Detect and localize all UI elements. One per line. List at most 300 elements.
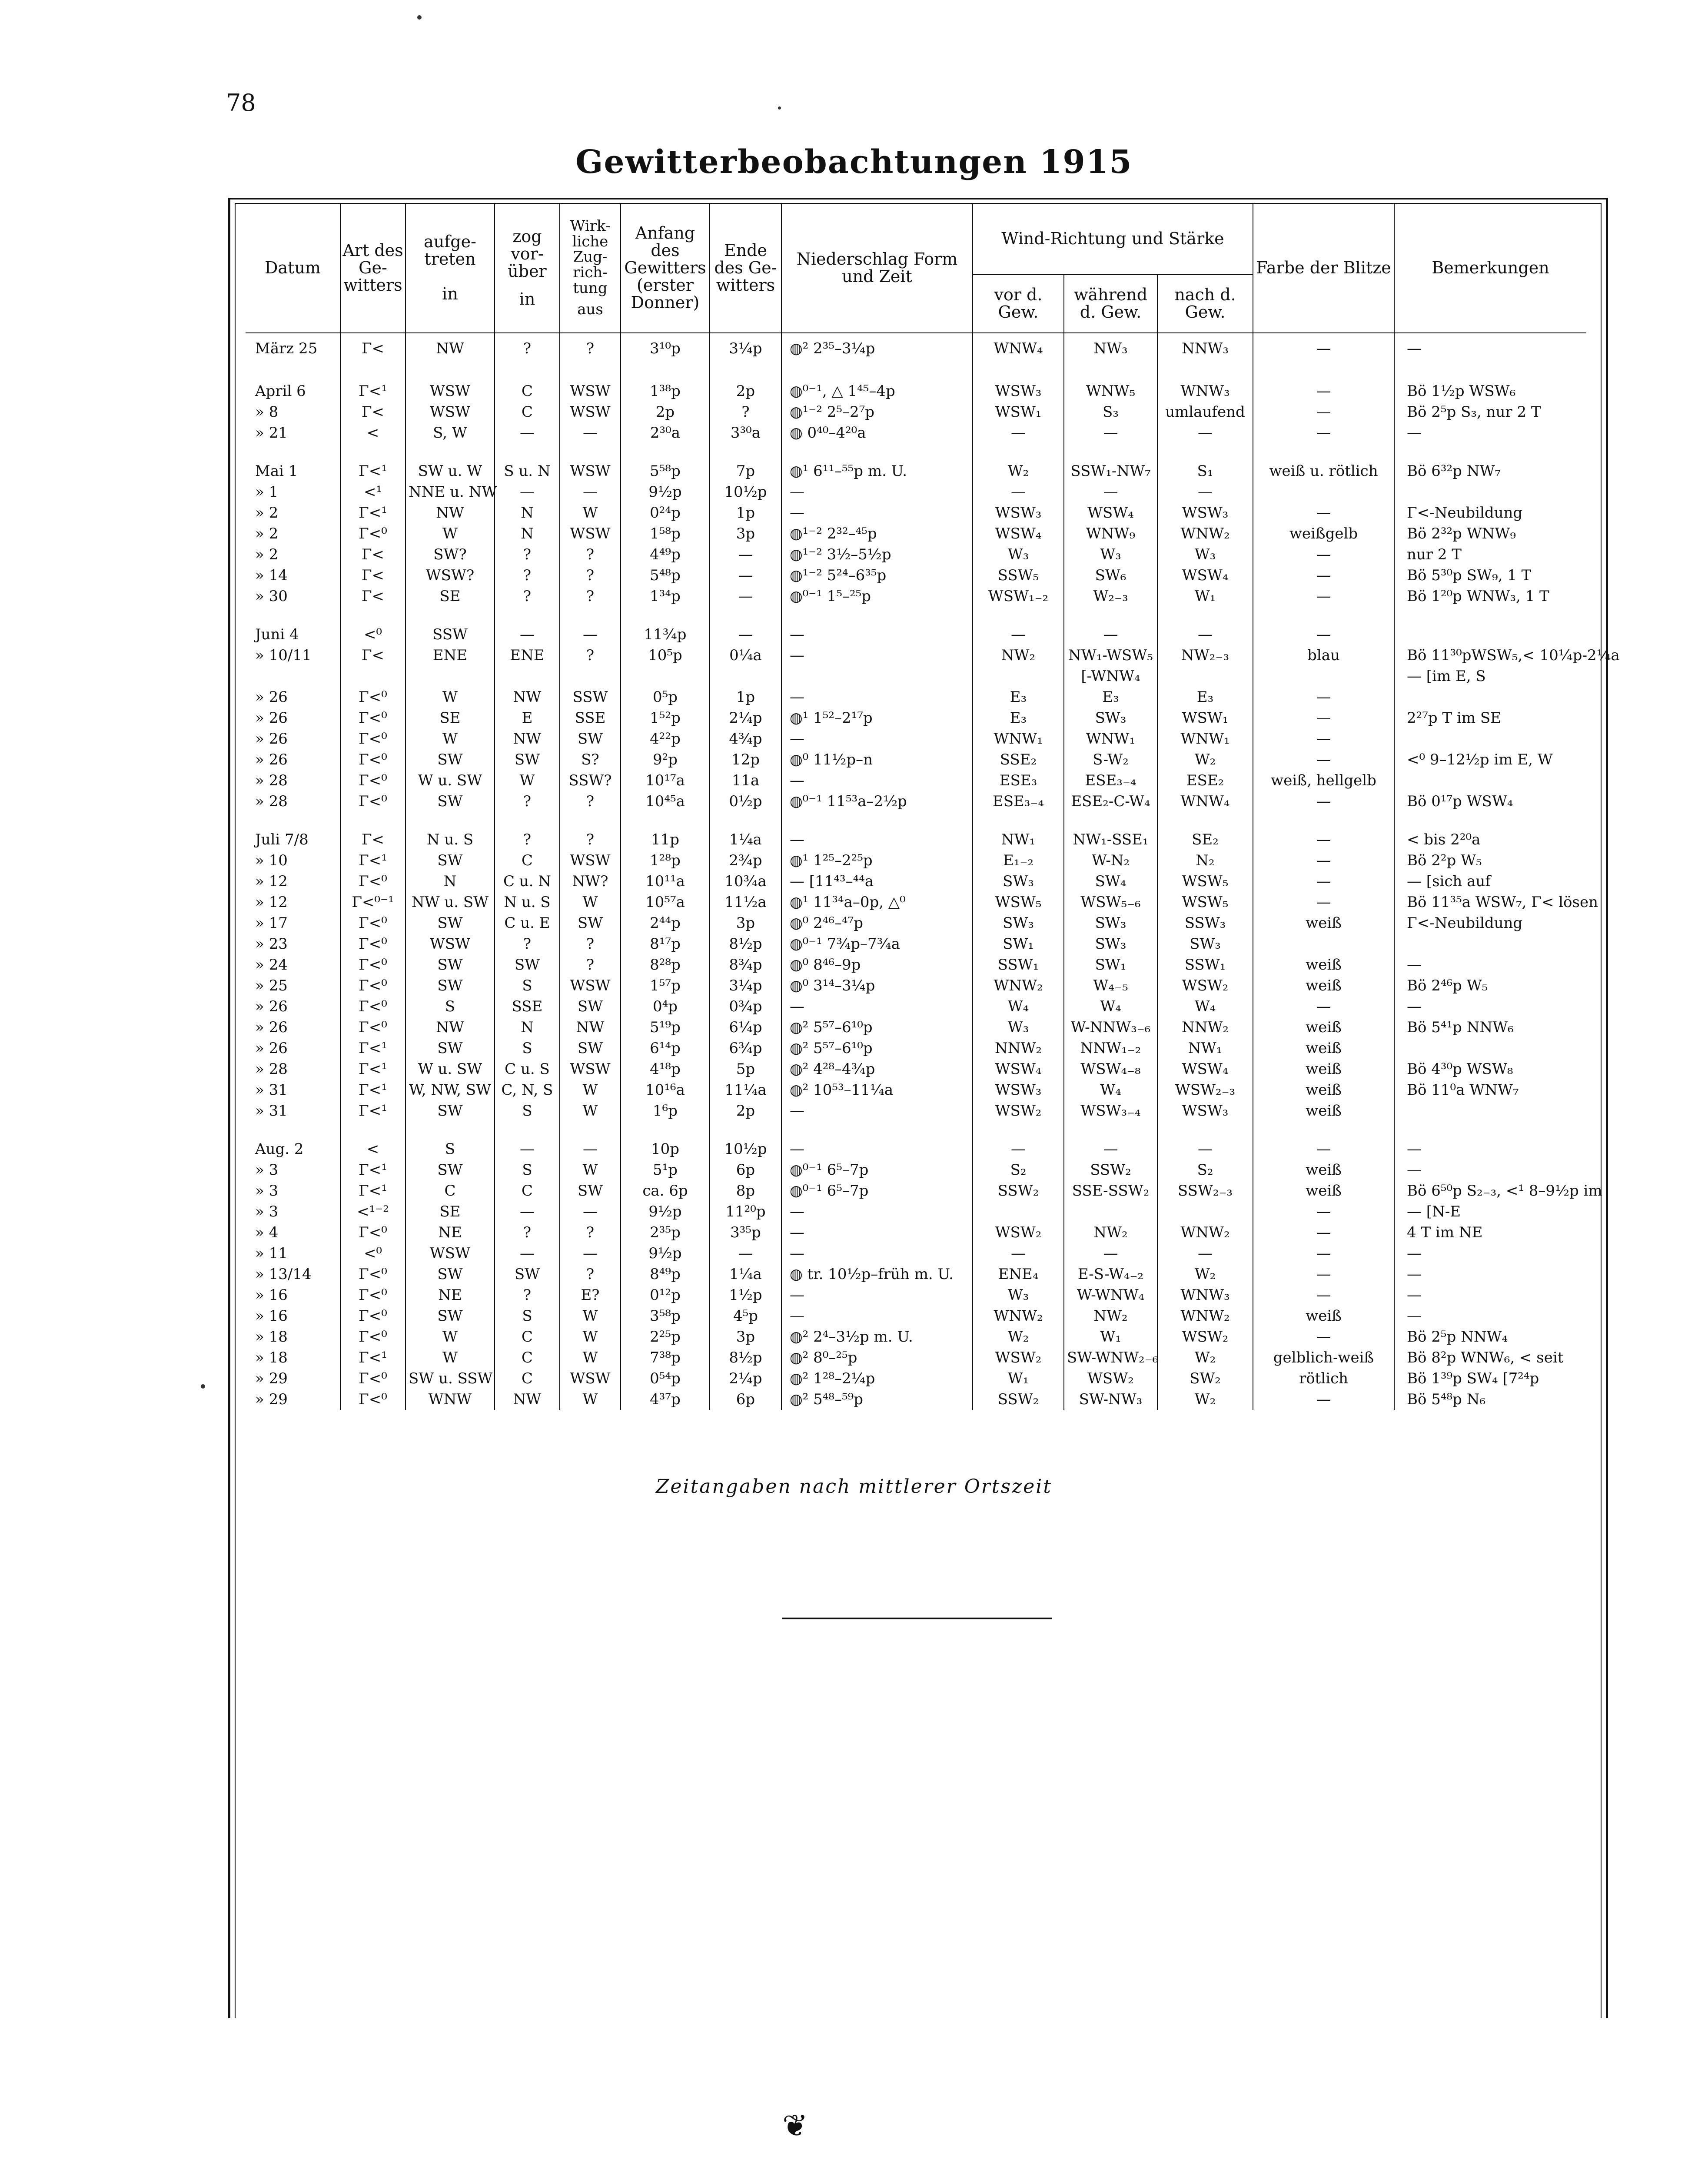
cell-datum: » 26 [246, 728, 340, 749]
cell-anfang: 0¹²p [621, 1285, 710, 1306]
cell-wind-vor: ESE₃ [973, 770, 1064, 791]
table-row [246, 624, 1586, 645]
cell-zugrichtung: ? [560, 934, 621, 954]
cell-datum: » 18 [246, 1326, 340, 1347]
cell-datum: » 2 [246, 502, 340, 523]
cell-wind-nach: S₁ [1157, 461, 1253, 482]
cell-wind-waehrend: NNW₁₋₂ [1064, 1038, 1157, 1059]
cell-anfang: 0⁴p [621, 996, 710, 1017]
cell-bemerkungen: Bö 6³²p NW₇ [1407, 462, 1501, 480]
cell-farbe: — [1253, 544, 1394, 565]
cell-zog [495, 607, 560, 624]
closing-rule [782, 1618, 1052, 1619]
cell-bemerkungen: Bö 1½p WSW₆ [1407, 382, 1516, 400]
cell-niederschlag: — [781, 1139, 973, 1160]
cell-art: Γ<⁰⁻¹ [340, 892, 405, 913]
cell-zugrichtung: ? [560, 1222, 621, 1243]
cell-datum: » 18 [246, 1347, 340, 1368]
cell-anfang: 11¾p [621, 624, 710, 645]
cell-art: Γ<¹ [340, 1080, 405, 1100]
cell-art: Γ<⁰ [340, 1285, 405, 1306]
cell-farbe: — [1253, 333, 1394, 363]
cell-wind-waehrend: WSW₅₋₆ [1064, 892, 1157, 913]
cell-bemerkungen: — [1407, 1286, 1422, 1304]
cell-farbe: weiß [1253, 1160, 1394, 1180]
cell-ende: 3³⁵p [710, 1222, 781, 1243]
cell-datum: » 26 [246, 749, 340, 770]
cell-wind-vor: W₃ [973, 1285, 1064, 1306]
cell-aufgetreten: W [405, 1347, 495, 1368]
cell-niederschlag: ◍⁰ 2⁴⁶–⁴⁷p [781, 913, 973, 934]
cell-niederschlag: ◍⁰⁻¹, △ 1⁴⁵–4p [781, 381, 973, 402]
cell-wind-vor: WSW₁₋₂ [973, 586, 1064, 607]
cell-zugrichtung [560, 812, 621, 829]
cell-anfang [621, 812, 710, 829]
cell-farbe: — [1253, 1326, 1394, 1347]
cell-art: Γ<⁰ [340, 954, 405, 975]
cell-zugrichtung: WSW [560, 1368, 621, 1389]
cell-anfang: 10⁵p [621, 645, 710, 666]
cell-farbe: — [1253, 381, 1394, 402]
cell-wind-nach: WSW₃ [1157, 502, 1253, 523]
cell-datum [246, 812, 340, 829]
cell-zugrichtung [560, 666, 621, 687]
cell-anfang: 3¹⁰p [621, 333, 710, 363]
cell-wind-nach: WSW₁ [1157, 708, 1253, 728]
cell-bemerkungen [1394, 607, 1586, 624]
cell-ende: 2¾p [710, 850, 781, 871]
cell-datum: » 26 [246, 1038, 340, 1059]
cell-aufgetreten: SW [405, 1306, 495, 1326]
cell-aufgetreten [405, 1121, 495, 1139]
cell-farbe: — [1253, 565, 1394, 586]
cell-farbe: weiß [1253, 975, 1394, 996]
cell-niederschlag: ◍¹⁻² 2³²–⁴⁵p [781, 523, 973, 544]
cell-zugrichtung: SW [560, 1180, 621, 1201]
cell-zog: SSE [495, 996, 560, 1017]
cell-zugrichtung: SW [560, 728, 621, 749]
cell-wind-waehrend: ESE₃₋₄ [1064, 770, 1157, 791]
cell-farbe [1253, 443, 1394, 461]
cell-wind-nach: — [1157, 1243, 1253, 1264]
cell-wind-vor: ESE₃₋₄ [973, 791, 1064, 812]
cell-zugrichtung: WSW [560, 975, 621, 996]
cell-wind-vor: — [973, 624, 1064, 645]
cell-bemerkungen: nur 2 T [1407, 546, 1462, 563]
cell-art: < [340, 422, 405, 443]
cell-art: Γ<⁰ [340, 1389, 405, 1410]
cell-wind-nach: umlaufend [1157, 402, 1253, 422]
cell-wind-nach: W₂ [1157, 749, 1253, 770]
cell-wind-nach: — [1157, 422, 1253, 443]
cell-aufgetreten: S, W [405, 422, 495, 443]
cell-art: Γ<⁰ [340, 728, 405, 749]
cell-ende: 2p [710, 381, 781, 402]
cell-ende: 3¼p [710, 975, 781, 996]
cell-zugrichtung: — [560, 1201, 621, 1222]
cell-aufgetreten: SW [405, 975, 495, 996]
cell-datum [246, 1121, 340, 1139]
cell-zugrichtung: SW [560, 996, 621, 1017]
table-row [246, 1160, 1586, 1180]
cell-zugrichtung: W [560, 1306, 621, 1326]
cell-wind-waehrend: S-W₂ [1064, 749, 1157, 770]
table-row [246, 381, 1586, 402]
header-art: Art des Ge- witters [340, 204, 405, 333]
cell-wind-vor: E₁₋₂ [973, 850, 1064, 871]
cell-niederschlag: ◍¹⁻² 2⁵–2⁷p [781, 402, 973, 422]
table-row [246, 975, 1586, 996]
cell-farbe: weiß [1253, 1080, 1394, 1100]
cell-zog: C [495, 1326, 560, 1347]
cell-wind-nach: — [1157, 482, 1253, 502]
cell-datum: Aug. 2 [246, 1139, 340, 1160]
cell-zugrichtung: SSW [560, 687, 621, 708]
cell-aufgetreten: SW [405, 1038, 495, 1059]
table-row [246, 1222, 1586, 1243]
cell-aufgetreten: NW u. SW [405, 892, 495, 913]
cell-datum: » 14 [246, 565, 340, 586]
cell-farbe: — [1253, 1222, 1394, 1243]
cell-farbe: — [1253, 402, 1394, 422]
cell-farbe [1253, 363, 1394, 381]
cell-aufgetreten: SW [405, 913, 495, 934]
cell-art [340, 1121, 405, 1139]
cell-bemerkungen: <⁰ 9–12½p im E, W [1407, 751, 1553, 768]
cell-bemerkungen [1394, 934, 1586, 954]
cell-aufgetreten: WSW [405, 381, 495, 402]
cell-zog: NW [495, 687, 560, 708]
header-wind-waehrend: während d. Gew. [1064, 275, 1157, 333]
cell-bemerkungen: Bö 1²⁰p WNW₃, 1 T [1407, 588, 1549, 605]
cell-wind-waehrend: SW₃ [1064, 708, 1157, 728]
cell-niederschlag: — [781, 1222, 973, 1243]
cell-anfang: 8²⁸p [621, 954, 710, 975]
cell-wind-nach [1157, 443, 1253, 461]
cell-wind-vor: WSW₂ [973, 1347, 1064, 1368]
cell-aufgetreten: C [405, 1180, 495, 1201]
table-row [246, 871, 1586, 892]
cell-zugrichtung: W [560, 1326, 621, 1347]
cell-wind-vor: WSW₃ [973, 1080, 1064, 1100]
cell-zugrichtung: SSE [560, 708, 621, 728]
cell-ende: 0½p [710, 791, 781, 812]
cell-anfang: 8⁴⁹p [621, 1264, 710, 1285]
cell-zugrichtung: S? [560, 749, 621, 770]
cell-bemerkungen [1394, 1121, 1586, 1139]
cell-zog: — [495, 482, 560, 502]
header-farbe: Farbe der Blitze [1253, 204, 1394, 333]
cell-ende: 1p [710, 502, 781, 523]
cell-zugrichtung: — [560, 624, 621, 645]
cell-datum: März 25 [246, 333, 340, 363]
cell-zog: N [495, 502, 560, 523]
header-niederschlag: Niederschlag Form und Zeit [781, 204, 973, 333]
cell-anfang: 2p [621, 402, 710, 422]
cell-zog: N [495, 523, 560, 544]
table-row [246, 402, 1586, 422]
cell-niederschlag: ◍ tr. 10½p–früh m. U. [781, 1264, 973, 1285]
cell-niederschlag [781, 443, 973, 461]
cell-ende: — [710, 565, 781, 586]
cell-anfang: 4²²p [621, 728, 710, 749]
cell-farbe: — [1253, 1243, 1394, 1264]
cell-art: Γ<⁰ [340, 749, 405, 770]
cell-farbe: — [1253, 871, 1394, 892]
cell-datum [246, 666, 340, 687]
cell-datum: » 28 [246, 791, 340, 812]
cell-wind-waehrend: SW₄ [1064, 871, 1157, 892]
cell-ende: 10½p [710, 482, 781, 502]
cell-wind-nach: S₂ [1157, 1160, 1253, 1180]
cell-wind-waehrend: WSW₄ [1064, 502, 1157, 523]
cell-art: Γ<¹ [340, 1180, 405, 1201]
cell-aufgetreten: W [405, 1326, 495, 1347]
cell-bemerkungen: — [sich auf [1407, 873, 1491, 890]
cell-wind-nach: W₂ [1157, 1347, 1253, 1368]
cell-anfang: 3⁵⁸p [621, 1306, 710, 1326]
cell-aufgetreten: WSW [405, 402, 495, 422]
cell-datum: » 13/14 [246, 1264, 340, 1285]
cell-wind-waehrend: SW₆ [1064, 565, 1157, 586]
cell-wind-nach: NW₁ [1157, 1038, 1253, 1059]
cell-datum: » 21 [246, 422, 340, 443]
printer-mark: ❦ [782, 2108, 808, 2143]
cell-art: Γ<⁰ [340, 913, 405, 934]
cell-anfang: 10⁵⁷a [621, 892, 710, 913]
cell-zugrichtung: ? [560, 791, 621, 812]
cell-zog: N [495, 1017, 560, 1038]
cell-wind-waehrend: W₄₋₅ [1064, 975, 1157, 996]
cell-niederschlag: — [781, 624, 973, 645]
observation-table-frame [228, 198, 1620, 2018]
cell-aufgetreten: NW [405, 502, 495, 523]
cell-aufgetreten: SW [405, 1264, 495, 1285]
cell-wind-vor [973, 1121, 1064, 1139]
table-row [246, 728, 1586, 749]
cell-ende: 1¼a [710, 829, 781, 850]
speck [778, 106, 781, 110]
cell-zog: S [495, 1306, 560, 1326]
cell-ende: 6p [710, 1389, 781, 1410]
cell-aufgetreten: NW [405, 1017, 495, 1038]
cell-wind-vor: WSW₂ [973, 1222, 1064, 1243]
cell-art: < [340, 1139, 405, 1160]
cell-bemerkungen [1394, 1100, 1586, 1121]
cell-wind-waehrend: SW-NW₃ [1064, 1389, 1157, 1410]
cell-zugrichtung: — [560, 482, 621, 502]
cell-bemerkungen: — [1407, 1161, 1422, 1179]
cell-wind-waehrend: — [1064, 624, 1157, 645]
cell-wind-waehrend: — [1064, 1243, 1157, 1264]
cell-anfang: 9½p [621, 482, 710, 502]
cell-farbe: — [1253, 502, 1394, 523]
cell-wind-waehrend: W₄ [1064, 1080, 1157, 1100]
header-bemerkungen: Bemerkungen [1432, 258, 1549, 278]
cell-farbe: — [1253, 728, 1394, 749]
cell-wind-nach: SSW₁ [1157, 954, 1253, 975]
cell-anfang: 1³⁴p [621, 586, 710, 607]
cell-wind-waehrend: E₃ [1064, 687, 1157, 708]
cell-bemerkungen: Bö 11³⁵a WSW₇, Γ< lösen [1407, 894, 1598, 911]
cell-bemerkungen: Bö 0¹⁷p WSW₄ [1407, 793, 1513, 810]
cell-wind-waehrend: NW₂ [1064, 1306, 1157, 1326]
cell-wind-waehrend: W-NNW₃₋₆ [1064, 1017, 1157, 1038]
cell-wind-nach: SSW₃ [1157, 913, 1253, 934]
cell-farbe: weiß [1253, 1100, 1394, 1121]
cell-ende: 10½p [710, 1139, 781, 1160]
cell-zog: C [495, 381, 560, 402]
cell-wind-vor: WNW₁ [973, 728, 1064, 749]
cell-ende: 3p [710, 523, 781, 544]
cell-art: Γ<⁰ [340, 1368, 405, 1389]
cell-bemerkungen: 2²⁷p T im SE [1407, 709, 1501, 727]
cell-datum: » 3 [246, 1160, 340, 1180]
cell-wind-waehrend: WSW₄₋₈ [1064, 1059, 1157, 1080]
cell-farbe: — [1253, 850, 1394, 871]
cell-bemerkungen: Bö 6⁵⁰p S₂₋₃, <¹ 8–9½p im [1407, 1182, 1602, 1199]
cell-aufgetreten: W [405, 523, 495, 544]
cell-wind-vor: WSW₄ [973, 1059, 1064, 1080]
footer-note: Zeitangaben nach mittlerer Ortszeit [655, 1475, 1053, 1498]
cell-anfang: 4⁴⁹p [621, 544, 710, 565]
table-row [246, 1059, 1586, 1080]
cell-bemerkungen: Bö 2⁵p NNW₄ [1407, 1328, 1508, 1346]
cell-zugrichtung: ? [560, 1264, 621, 1285]
cell-aufgetreten: SE [405, 586, 495, 607]
cell-zugrichtung: WSW [560, 523, 621, 544]
cell-ende: 4¾p [710, 728, 781, 749]
cell-niederschlag: — [11⁴³–⁴⁴a [781, 871, 973, 892]
cell-niederschlag: ◍⁰⁻¹ 6⁵–7p [781, 1180, 973, 1201]
cell-farbe: weiß [1253, 954, 1394, 975]
cell-wind-nach: E₃ [1157, 687, 1253, 708]
cell-wind-waehrend: SSW₂ [1064, 1160, 1157, 1180]
cell-anfang [621, 363, 710, 381]
cell-anfang: 0²⁴p [621, 502, 710, 523]
cell-datum: » 10 [246, 850, 340, 871]
cell-ende: 0¾p [710, 996, 781, 1017]
cell-datum: » 1 [246, 482, 340, 502]
cell-niederschlag: — [781, 482, 973, 502]
cell-wind-vor: SSW₅ [973, 565, 1064, 586]
cell-niederschlag: ◍⁰ 8⁴⁶–9p [781, 954, 973, 975]
cell-anfang [621, 1121, 710, 1139]
cell-zog: E [495, 708, 560, 728]
cell-farbe: — [1253, 749, 1394, 770]
cell-art: Γ<⁰ [340, 687, 405, 708]
table-row [246, 1201, 1586, 1222]
cell-farbe [1253, 1121, 1394, 1139]
cell-zog: ? [495, 586, 560, 607]
cell-zog: ? [495, 1222, 560, 1243]
cell-wind-nach [1157, 607, 1253, 624]
cell-ende: 4⁵p [710, 1306, 781, 1326]
table-row [246, 645, 1586, 666]
cell-wind-vor: SW₃ [973, 871, 1064, 892]
cell-zugrichtung: ? [560, 829, 621, 850]
cell-wind-waehrend [1064, 1121, 1157, 1139]
cell-art: Γ<¹ [340, 502, 405, 523]
cell-bemerkungen: Bö 2⁴⁶p W₅ [1407, 977, 1488, 994]
cell-ende: 11²⁰p [710, 1201, 781, 1222]
cell-zog: ? [495, 1285, 560, 1306]
cell-ende: 2¼p [710, 708, 781, 728]
cell-zugrichtung: WSW [560, 850, 621, 871]
cell-wind-nach: WSW₂ [1157, 975, 1253, 996]
cell-anfang: 4³⁷p [621, 1389, 710, 1410]
cell-wind-nach: W₂ [1157, 1389, 1253, 1410]
cell-ende: 3³⁰a [710, 422, 781, 443]
cell-farbe: — [1253, 892, 1394, 913]
page-title: Gewitterbeobachtungen 1915 [575, 143, 1133, 181]
cell-wind-vor: WNW₂ [973, 1306, 1064, 1326]
cell-farbe: weiß [1253, 1038, 1394, 1059]
cell-aufgetreten: SE [405, 1201, 495, 1222]
cell-niederschlag: — [781, 502, 973, 523]
cell-bemerkungen: — [im E, S [1407, 668, 1486, 685]
cell-anfang [621, 607, 710, 624]
cell-wind-vor: SSW₂ [973, 1180, 1064, 1201]
table-row [246, 443, 1586, 461]
cell-niederschlag: — [781, 645, 973, 666]
cell-wind-nach: WSW₂₋₃ [1157, 1080, 1253, 1100]
cell-ende: 7p [710, 461, 781, 482]
cell-datum: » 12 [246, 871, 340, 892]
table-row [246, 461, 1586, 482]
table-row [246, 913, 1586, 934]
cell-datum: » 28 [246, 1059, 340, 1080]
cell-ende: 8½p [710, 934, 781, 954]
header-ende: Ende des Ge- witters [710, 204, 781, 333]
cell-bemerkungen: — [1407, 1140, 1422, 1158]
cell-datum: » 17 [246, 913, 340, 934]
cell-bemerkungen: — [1407, 998, 1422, 1015]
cell-art: Γ<¹ [340, 1100, 405, 1121]
cell-wind-nach: WSW₂ [1157, 1326, 1253, 1347]
cell-ende [710, 666, 781, 687]
cell-art [340, 443, 405, 461]
cell-zog: S [495, 1100, 560, 1121]
cell-farbe: — [1253, 422, 1394, 443]
cell-zog: S [495, 975, 560, 996]
cell-ende: 11½a [710, 892, 781, 913]
header-wind-vor: vor d. Gew. [973, 275, 1064, 333]
cell-farbe: — [1253, 791, 1394, 812]
table-row [246, 1389, 1586, 1410]
cell-bemerkungen: Γ<-Neubildung [1407, 914, 1523, 932]
cell-zugrichtung: ? [560, 544, 621, 565]
cell-wind-nach: WNW₂ [1157, 1222, 1253, 1243]
cell-wind-vor: WSW₁ [973, 402, 1064, 422]
cell-wind-nach: WSW₄ [1157, 1059, 1253, 1080]
cell-aufgetreten: SW [405, 1160, 495, 1180]
cell-zog: SW [495, 954, 560, 975]
cell-zog: — [495, 624, 560, 645]
cell-art: Γ<⁰ [340, 1222, 405, 1243]
cell-wind-nach: WSW₅ [1157, 892, 1253, 913]
cell-wind-waehrend: WSW₃₋₄ [1064, 1100, 1157, 1121]
cell-niederschlag: — [781, 996, 973, 1017]
table-row [246, 934, 1586, 954]
cell-anfang: 10¹⁷a [621, 770, 710, 791]
header-zog: zog vor- über in [495, 204, 560, 333]
cell-art: Γ<¹ [340, 1038, 405, 1059]
cell-ende: 6¾p [710, 1038, 781, 1059]
cell-aufgetreten: WNW [405, 1389, 495, 1410]
cell-niederschlag: ◍⁰⁻¹ 6⁵–7p [781, 1160, 973, 1180]
cell-aufgetreten: SW u. SSW [405, 1368, 495, 1389]
